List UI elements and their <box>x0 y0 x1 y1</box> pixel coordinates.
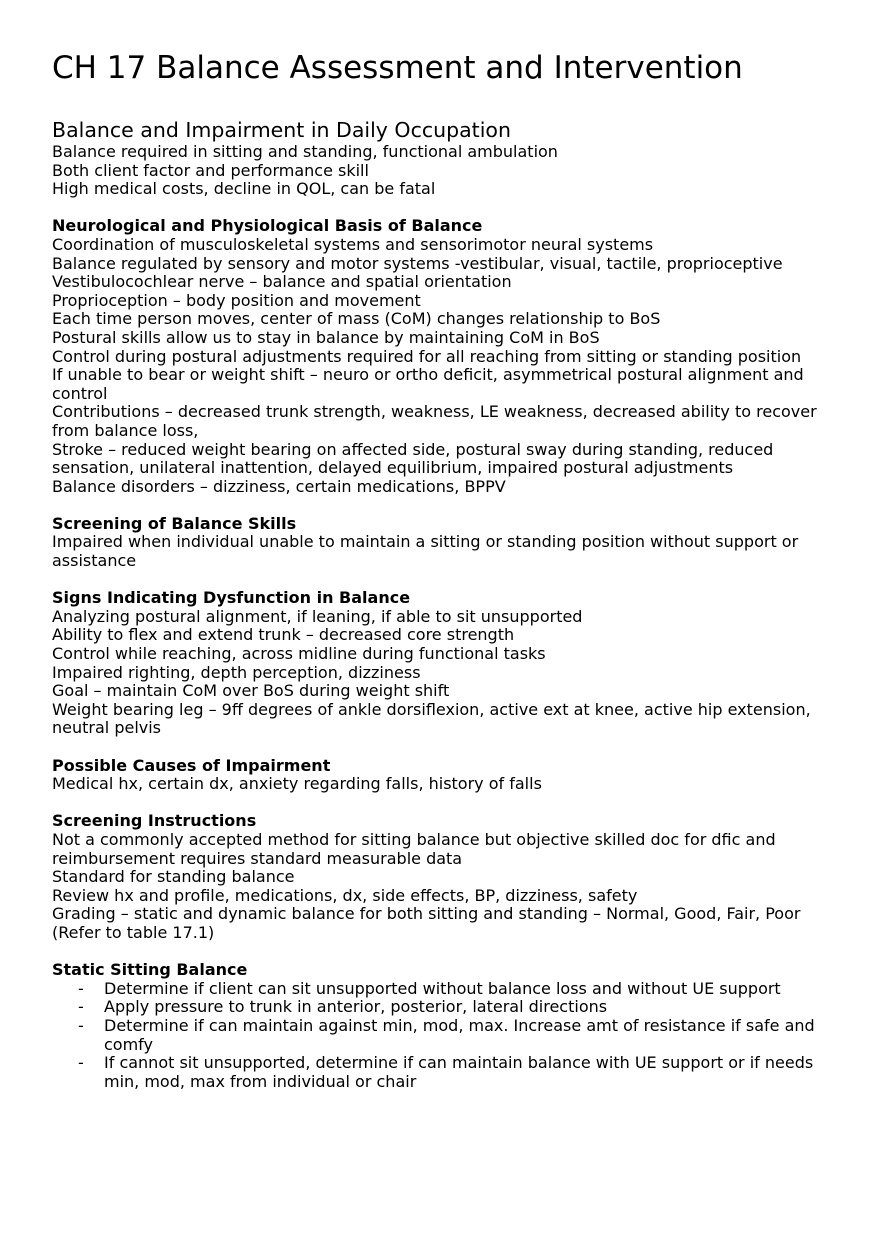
document-body <box>52 117 822 1091</box>
text-line: Review hx and profile, medications, dx, side effects, BP, dizziness, safety <box>52 885 638 905</box>
list-item <box>52 980 822 999</box>
text-line: If unable to bear or weight shift – neuro or ortho deficit, asymmetrical postural alignment and control <box>52 365 804 403</box>
bullet-marker: - <box>78 1053 84 1073</box>
spacer <box>52 496 822 515</box>
list-item <box>52 1054 822 1091</box>
text-line: Impaired righting, depth perception, dizziness <box>52 662 421 682</box>
bullet-marker: - <box>78 1015 84 1035</box>
list-item-text: Determine if client can sit unsupported without balance loss and without UE support <box>104 978 781 998</box>
section-heading: Possible Causes of Impairment <box>52 755 331 775</box>
text-line: Analyzing postural alignment, if leaning, if able to sit unsupported <box>52 606 583 626</box>
list-item-text: Determine if can maintain against min, mod, max. Increase amt of resistance if safe and comfy <box>104 1015 815 1054</box>
text-line: Proprioception – body position and movement <box>52 290 421 310</box>
spacer <box>52 571 822 590</box>
section-heading: Balance and Impairment in Daily Occupation <box>52 118 511 142</box>
text-line: Weight bearing leg – 9ff degrees of ankle dorsiflexion, active ext at knee, active hip extension, neutral pelvis <box>52 699 811 738</box>
bullet-marker: - <box>78 978 84 998</box>
text-line: Control while reaching, across midline during functional tasks <box>52 644 546 664</box>
text-line: Both client factor and performance skill <box>52 160 369 180</box>
spacer <box>52 738 822 757</box>
section-heading: Screening Instructions <box>52 811 257 831</box>
text-line: Medical hx, certain dx, anxiety regarding falls, history of falls <box>52 774 542 794</box>
section-heading: Neurological and Physiological Basis of Balance <box>52 216 483 236</box>
text-line: Impaired when individual unable to maintain a sitting or standing position without support or assistance <box>52 532 799 571</box>
text-line: Balance required in sitting and standing, functional ambulation <box>52 142 558 161</box>
text-line: Control during postural adjustments required for all reaching from sitting or standing position <box>52 346 802 366</box>
section-heading: Static Sitting Balance <box>52 960 248 980</box>
text-line: Balance regulated by sensory and motor systems -vestibular, visual, tactile, proprioceptive <box>52 253 783 273</box>
list-item <box>52 998 822 1017</box>
page-title: CH 17 Balance Assessment and Intervention <box>52 50 743 86</box>
text-line: Contributions – decreased trunk strength, weakness, LE weakness, decreased ability to recover from balance loss, <box>52 402 817 440</box>
text-line: Not a commonly accepted method for sitting balance but objective skilled doc for dfic and reimbursement requires standard measurable data <box>52 829 776 868</box>
text-line: Postural skills allow us to stay in balance by maintaining CoM in BoS <box>52 327 600 347</box>
list-item-text: If cannot sit unsupported, determine if can maintain balance with UE support or if needs min, mod, max from individual or chair <box>104 1053 814 1091</box>
text-line: Standard for standing balance <box>52 867 295 887</box>
text-line: Ability to flex and extend trunk – decreased core strength <box>52 625 515 645</box>
section-balance-impairment <box>52 117 822 199</box>
text-line: Coordination of musculoskeletal systems and sensorimotor neural systems <box>52 234 654 254</box>
spacer <box>52 943 822 962</box>
section-heading: Signs Indicating Dysfunction in Balance <box>52 588 411 608</box>
text-line: Balance disorders – dizziness, certain medications, BPPV <box>52 476 506 496</box>
bullet-marker: - <box>78 997 84 1017</box>
spacer <box>52 794 822 813</box>
section-heading: Screening of Balance Skills <box>52 513 297 533</box>
text-line: Vestibulocochlear nerve – balance and spatial orientation <box>52 272 512 292</box>
list-item-text: Apply pressure to trunk in anterior, posterior, lateral directions <box>104 997 608 1017</box>
spacer <box>52 199 822 218</box>
section-screening-balance-skills <box>52 515 822 571</box>
section-neuro-basis <box>52 217 822 496</box>
text-line: Grading – static and dynamic balance for both sitting and standing – Normal, Good, Fair, Poor (Refer to table 17.1) <box>52 904 801 942</box>
text-line: Each time person moves, center of mass (CoM) changes relationship to BoS <box>52 309 661 329</box>
section-static-sitting-balance <box>52 961 822 1091</box>
text-line: Goal – maintain CoM over BoS during weight shift <box>52 681 450 701</box>
section-signs-dysfunction <box>52 589 822 738</box>
section-possible-causes <box>52 757 822 794</box>
section-screening-instructions <box>52 812 822 942</box>
text-line: Stroke – reduced weight bearing on affected side, postural sway during standing, reduced sensation, unilateral inattention, delayed equilibrium, impaired postural adjustments <box>52 439 774 478</box>
list-item <box>52 1017 822 1054</box>
text-line: High medical costs, decline in QOL, can be fatal <box>52 179 436 199</box>
bullet-list <box>52 980 822 1092</box>
